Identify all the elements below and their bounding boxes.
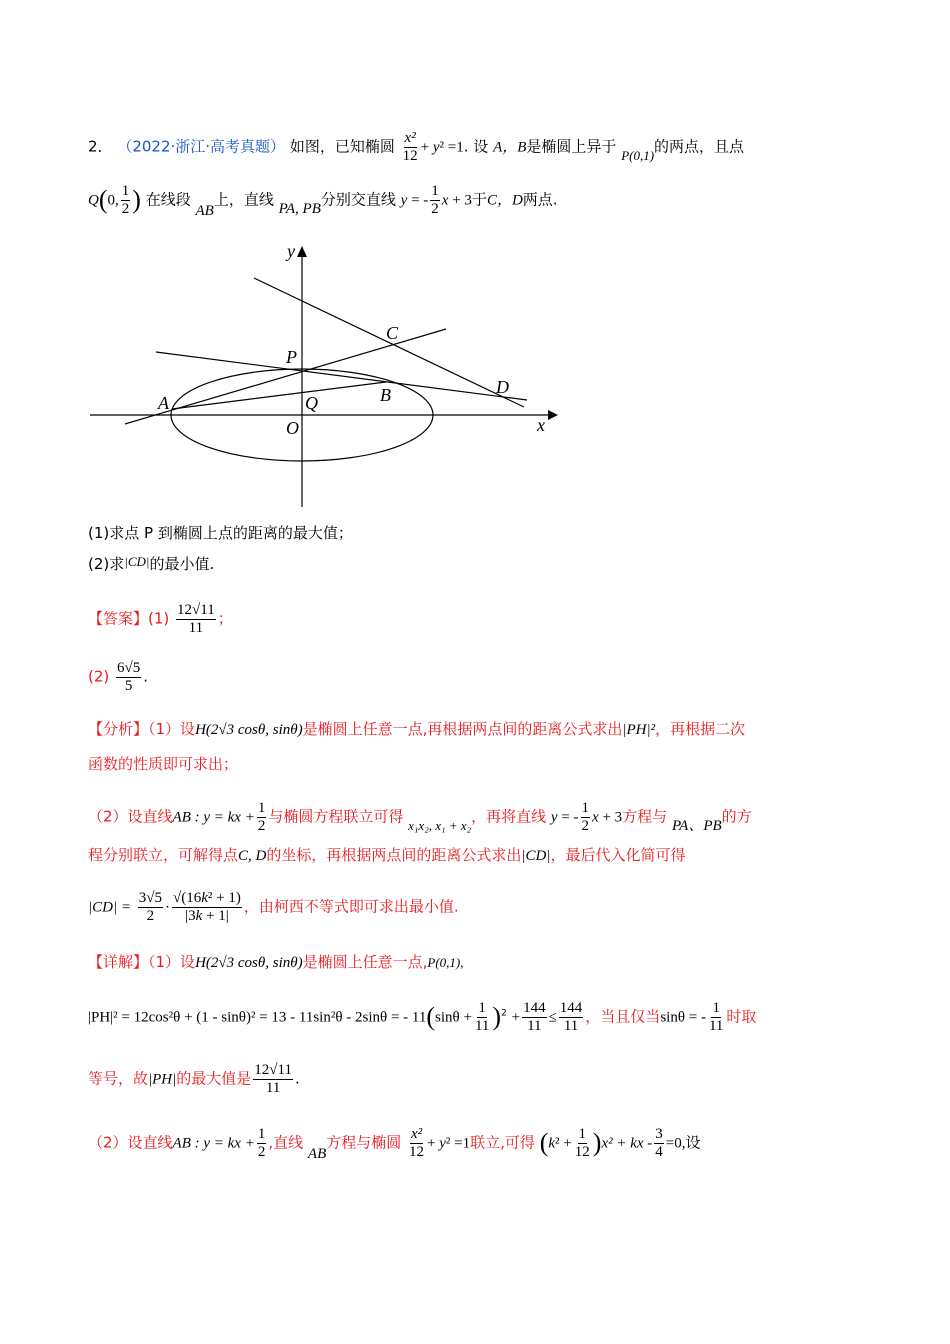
analysis-line-2: 函数的性质即可求出；: [88, 755, 239, 773]
math: sinθ = -: [660, 1009, 706, 1026]
analysis-line-4: [88, 848, 685, 864]
label-a: A: [158, 393, 169, 413]
math: |PH|²: [622, 722, 656, 738]
math: x² + kx -: [601, 1135, 653, 1152]
text: .: [294, 1069, 300, 1088]
question-1: (1)求点 P 到椭圆上点的距离的最大值；: [88, 524, 353, 542]
detail-tag: 【详解】: [88, 953, 149, 971]
label-c: C: [386, 323, 399, 343]
detail-line-2: |PH|² = 12cos²θ + (1 - sinθ)² = 13 - 11sin²θ - 2sinθ = - 11(sinθ + $\frac{1}{11}$ )$^2$ + $\frac{144}{11}$ ≤ $\frac{144}{11}$ ，当且仅当sinθ = - $\frac{1}{11}$ 时取: [88, 1000, 757, 1034]
math: PA, PB: [278, 200, 321, 217]
text: 分别交直线: [320, 190, 396, 209]
answer-line-1: [88, 602, 233, 636]
text: 于: [471, 190, 487, 209]
text: 的最小值.: [149, 555, 215, 573]
math: P(0,1): [621, 147, 655, 163]
label-q: Q: [305, 393, 318, 413]
math: +: [511, 1009, 521, 1026]
ellipse-figure: [80, 235, 560, 515]
analysis-line-5: |CD| = $\frac{3√5}{2}$ · $\frac{\text{√(16k² + 1)}}{|3k + 1|}$ ，由柯西不等式即可求出最小值.: [88, 890, 459, 924]
math: |PH|² = 12cos²θ + (1 - sinθ)² = 13 - 11sin²θ - 2sinθ = - 11: [88, 1009, 427, 1026]
math: sinθ +: [435, 1009, 472, 1026]
detail-line-4: （2）设直线AB : y = kx + $\frac{1}{2}$ ,直线 AB方程与椭圆 $\frac{\text{x²}}{12}$ + y² =1联立,可得 (k² + $\frac{1}{12}$ )x² + kx - $\frac{3}{4}$ =0,设: [88, 1126, 701, 1162]
text: ；: [217, 609, 233, 628]
analysis-line-1: [88, 722, 745, 738]
label-x: x: [537, 415, 545, 435]
text: 是椭圆上异于: [526, 137, 617, 156]
math: C，D: [486, 192, 523, 209]
text: 与椭圆方程联立可得: [268, 807, 404, 826]
text: 的最大值是: [176, 1069, 252, 1088]
y-axis-arrow: [297, 246, 307, 257]
text: 方程与椭圆: [326, 1133, 402, 1152]
text: 是椭圆上任意一点,再根据两点间的距离公式求出: [302, 720, 623, 738]
text: ,直线: [268, 1133, 304, 1152]
text: 在线段: [145, 190, 191, 209]
math: x₁x₂, x₁ + x₂: [408, 817, 472, 833]
label-b: B: [380, 385, 391, 405]
text: ，再根据二次: [655, 720, 746, 738]
answer-line-2: [88, 660, 148, 694]
math: H(2√3 cosθ, sinθ): [195, 722, 303, 738]
text: 程分别联立，可解得点: [88, 846, 239, 864]
math: C, D: [238, 848, 267, 864]
math: |CD|: [521, 848, 551, 864]
x-axis-arrow: [548, 410, 558, 420]
text: ，由柯西不等式即可求出最小值.: [243, 897, 459, 916]
text: ，再将直线: [471, 807, 547, 826]
answer-1-fraction: [176, 602, 216, 636]
text: 的方: [721, 807, 752, 826]
text: 是椭圆上任意一点,: [302, 953, 428, 971]
problem-line-2: Q(0, $\frac{1}{2}$ ) 在线段 AB上，直线 PA, PB分别交直线 y = - $\frac{1}{2}$ x + 3于C，D两点.: [88, 183, 558, 219]
text: 联立,可得: [470, 1133, 535, 1152]
text: (2)求: [88, 555, 125, 573]
label-d: D: [496, 377, 509, 397]
text: (2): [88, 667, 110, 686]
text: 上，直线: [213, 190, 274, 209]
ellipse-fraction: $\frac{\text{x²}}{12}$: [402, 130, 418, 164]
answer-2-fraction: [116, 660, 141, 694]
text: （1）设: [148, 953, 196, 971]
line-pa: [125, 329, 446, 424]
text: （2）设直线: [88, 1133, 173, 1152]
text: 如图，已知椭圆: [289, 137, 395, 156]
math: AB : y = kx +: [172, 809, 255, 826]
math: H(2√3 cosθ, sinθ): [195, 955, 303, 971]
denominator: 11: [188, 619, 204, 636]
math: AB: [195, 202, 214, 219]
math: P(0,1),: [427, 955, 464, 970]
text: 的两点，且点: [654, 137, 745, 156]
label-o: O: [286, 418, 299, 438]
denominator: 5: [124, 677, 133, 694]
math: |PH|: [148, 1071, 177, 1088]
label-p: P: [286, 347, 297, 367]
problem-number: 2．: [88, 137, 113, 156]
text: . 设: [463, 137, 489, 156]
text: ，最后代入化简可得: [550, 846, 686, 864]
problem-source: （2022·浙江·高考真题）: [117, 137, 286, 156]
text: .: [143, 667, 149, 686]
text: （2）设直线: [88, 807, 173, 826]
label-y: y: [287, 241, 295, 261]
math: AB: [307, 1145, 327, 1162]
text: （1）设: [148, 720, 196, 738]
line-ab: [172, 382, 386, 409]
detail-line-1: [88, 955, 464, 971]
answer-tag: 【答案】: [88, 609, 149, 628]
math: A，B: [493, 139, 527, 156]
text: 两点.: [522, 190, 558, 209]
text: 的坐标，再根据两点间的距离公式求出: [266, 846, 522, 864]
half-fraction: $\frac{1}{2}$: [121, 183, 130, 217]
problem-line-1: 2． （2022·浙江·高考真题） 如图，已知椭圆 $\frac{\text{x²}}{12}$ + y² =1. 设 A，B是椭圆上异于 P(0,1)的两点，且点: [88, 130, 745, 164]
math: |CD|: [124, 554, 150, 569]
numerator: 12√11: [177, 602, 215, 618]
analysis-tag: 【分析】: [88, 720, 149, 738]
line-pb: [156, 352, 527, 400]
text: 等号，故: [88, 1069, 149, 1088]
math: |CD| =: [88, 899, 131, 916]
detail-line-3: 等号，故|PH|的最大值是 $\frac{12√11}{11}$ .: [88, 1062, 300, 1096]
question-2: [88, 554, 215, 573]
text: 方程与: [622, 807, 668, 826]
math: =0,设: [665, 1135, 701, 1152]
math: PA、PB: [671, 817, 722, 834]
text: (1): [148, 609, 170, 628]
text: 时取: [726, 1007, 757, 1026]
text: ，当且仅当: [585, 1007, 661, 1026]
analysis-line-3: （2）设直线AB : y = kx + $\frac{1}{2}$ 与椭圆方程联立可得 x₁x₂, x₁ + x₂，再将直线 y = - $\frac{1}{2}$ x + 3方程与 PA、PB的方: [88, 800, 752, 834]
numerator: 6√5: [117, 660, 141, 676]
math: AB : y = kx +: [172, 1135, 255, 1152]
math: ≤: [548, 1009, 557, 1026]
